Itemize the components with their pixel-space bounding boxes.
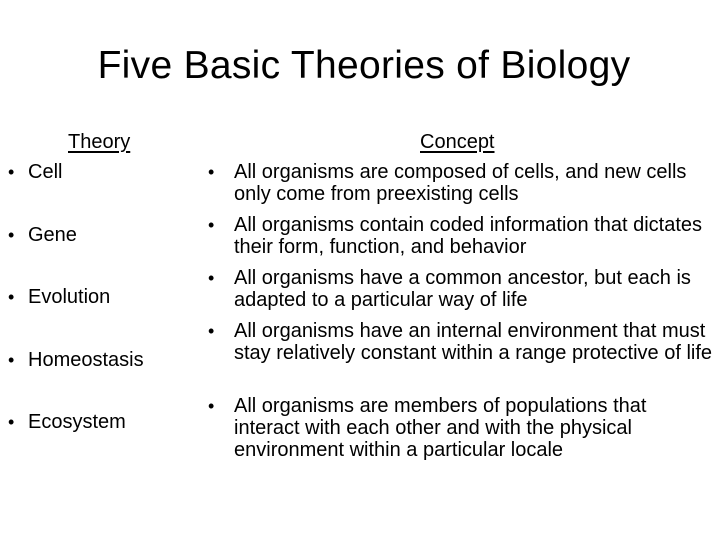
bullet-icon: • [208,321,215,341]
theory-label: Gene [28,224,77,246]
concept-text: All organisms contain coded information that dictates their form, function, and behavior [234,214,703,258]
concept-text: All organisms are composed of cells, and new cells only come from preexisting cells [234,161,687,205]
slide-title: Five Basic Theories of Biology [97,44,631,87]
bullet-icon: • [8,287,15,307]
bullet-icon: • [208,268,215,288]
concept-text: All organisms are members of populations that interact with each other and with the physical environment within a particular locale [234,395,647,461]
concept-item-cell [208,161,718,205]
bullet-icon: • [208,162,215,182]
theory-label: Evolution [28,286,111,308]
bullet-icon: • [208,396,215,416]
concept-text: All organisms have a common ancestor, but each is adapted to a particular way of life [234,267,691,311]
theory-label: Homeostasis [28,349,144,371]
concept-text: All organisms have an internal environment that must stay relatively constant within a range protective of life [234,320,713,364]
bullet-icon: • [8,225,15,245]
theory-label: Ecosystem [28,411,126,433]
bullet-icon: • [8,350,15,370]
theory-label: Cell [28,161,63,183]
theory-column-header: Theory [68,131,131,153]
bullet-icon: • [208,215,215,235]
bullet-icon: • [8,412,15,432]
concept-column-header: Concept [420,131,495,153]
bullet-icon: • [8,162,15,182]
concept-item-ecosystem [208,395,718,461]
concept-item-homeostasis [208,320,718,364]
concept-item-gene [208,214,718,258]
concept-item-evolution [208,267,718,311]
